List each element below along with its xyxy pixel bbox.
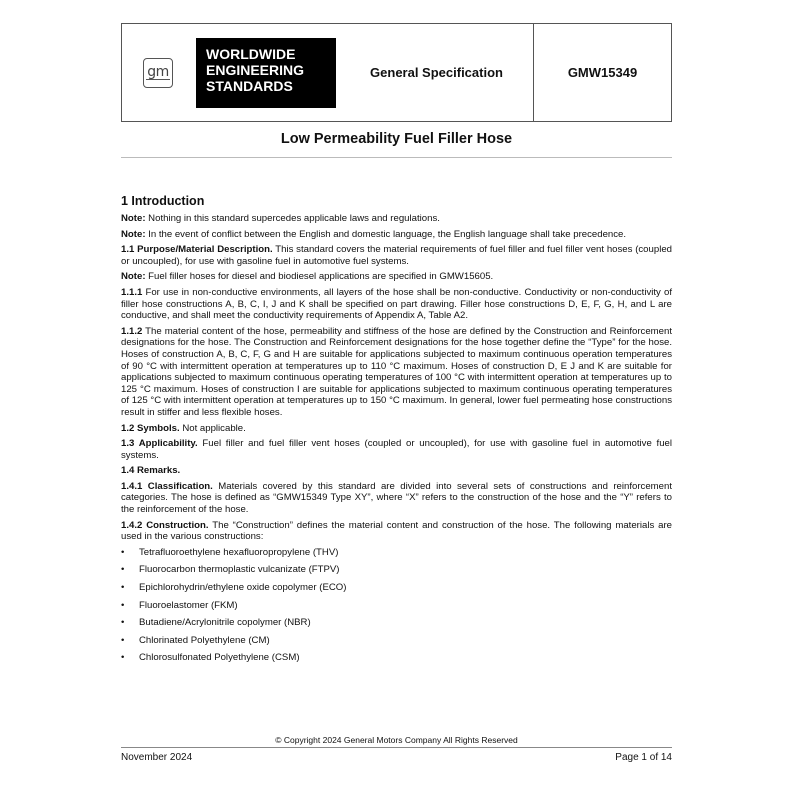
list-item: • Chlorosulfonated Polyethylene (CSM) — [121, 652, 300, 664]
list-item: • Epichlorohydrin/ethylene oxide copolymer (ECO) — [121, 582, 347, 594]
section-heading: 1 Introduction — [121, 194, 205, 208]
paragraph-1-4-1: 1.4.1 Classification. Materials covered by this standard are divided into several sets of constructions and reinforcement categories. The hose is defined as “GMW15349 Type XY”, where “X” refers to the construction of the hose and the “Y” refers to the reinforcement of the hose. — [121, 480, 673, 516]
list-item: • Tetrafluoroethylene hexafluoropropylene (THV) — [121, 546, 339, 558]
footer-date: November 2024 — [121, 752, 193, 763]
brand-line-3: STANDARDS — [206, 77, 293, 94]
bullet-icon: • — [121, 634, 125, 646]
materials-list — [121, 547, 672, 664]
paragraph-1-1-1: 1.1.1 For use in non-conductive environments, all layers of the hose shall be non-conductive. Conductivity or non-conductivity of filler hose constructions A, B, C, I, J and K shall be specified on part drawing. Filler hose constructions D, E, F, G, H, and L are conductive, and shall meet the conductivity requirements of Appendix A, Table A2. — [121, 286, 672, 322]
brand-cell — [194, 24, 340, 121]
header-table — [121, 23, 672, 122]
gm-logo-icon: gm — [143, 58, 173, 88]
list-item: • Butadiene/Acrylonitrile copolymer (NBR) — [121, 617, 311, 629]
note-diesel: Note: Fuel filler hoses for diesel and biodiesel applications are specified in GMW15605. — [121, 271, 494, 283]
footer-divider — [121, 747, 672, 748]
paragraph-1-1-2: 1.1.2 The material content of the hose, permeability and stiffness of the hose are defined by the Construction and Reinforcement designations for the hose. The Construction and Reinforcement designations for the hose together define the “Type” for the hose. Hoses of construction A, B, C, F, G and H are suitable for applications subjected to maximum continuous operation temperatures of 90 °C with intermittent operation at temperatures up to 110 °C maximum. Hoses of construction D, E J and K are suitable for applications subjected to maximum continuous operating temperatures of 100 °C with intermittent operation at temperatures up to 125 °C maximum. Hoses of construction I are suitable for applications subjected to maximum continuous operating temperatures of 125 °C with intermittent operation at temperatures up to 150 °C maximum. In general, lower fuel permeating hose constructions result in stiffer and less flexible hoses. — [121, 325, 672, 418]
bullet-icon: • — [121, 617, 125, 629]
paragraph-1-4: 1.4 Remarks. — [121, 465, 181, 477]
bullet-icon: • — [121, 652, 125, 664]
spec-number: GMW15349 — [533, 24, 671, 121]
list-item: • Fluorocarbon thermoplastic vulcanizate (FTPV) — [121, 564, 340, 576]
logo-cell — [122, 24, 194, 121]
paragraph-1-2: 1.2 Symbols. Not applicable. — [121, 422, 246, 434]
brand-line-2: ENGINEERING — [206, 61, 305, 78]
document-body — [121, 194, 672, 670]
bullet-icon: • — [121, 546, 125, 558]
list-item: • Chlorinated Polyethylene (CM) — [121, 634, 270, 646]
paragraph-1-1: 1.1 Purpose/Material Description. This standard covers the material requirements of fuel filler and fuel filler vent hoses (coupled or uncoupled), for use with gasoline fuel in automotive fuel systems. — [121, 244, 672, 267]
paragraph-1-3: 1.3 Applicability. Fuel filler and fuel filler vent hoses (coupled or uncoupled), for use with gasoline fuel in automotive fuel systems. — [121, 438, 673, 461]
note-language: Note: In the event of conflict between the English and domestic language, the English language shall take precedence. — [121, 228, 627, 240]
footer-page-number: Page 1 of 14 — [615, 752, 672, 763]
title-divider — [121, 157, 672, 158]
document-title: Low Permeability Fuel Filler Hose — [280, 131, 513, 147]
list-item: • Fluoroelastomer (FKM) — [121, 599, 238, 611]
note-laws: Note: Nothing in this standard supercedes applicable laws and regulations. — [121, 213, 440, 224]
bullet-icon: • — [121, 599, 125, 611]
bullet-icon: • — [121, 564, 125, 576]
worldwide-engineering-standards-box — [196, 38, 336, 108]
spec-type: General Specification — [370, 65, 503, 80]
copyright-notice: © Copyright 2024 General Motors Company All Rights Reserved — [275, 735, 518, 745]
brand-line-1: WORLDWIDE — [206, 45, 296, 62]
bullet-icon: • — [121, 582, 125, 594]
paragraph-1-4-2: 1.4.2 Construction. The “Construction” defines the material content and construction of the hose. The following materials are used in the various constructions: — [121, 519, 672, 543]
